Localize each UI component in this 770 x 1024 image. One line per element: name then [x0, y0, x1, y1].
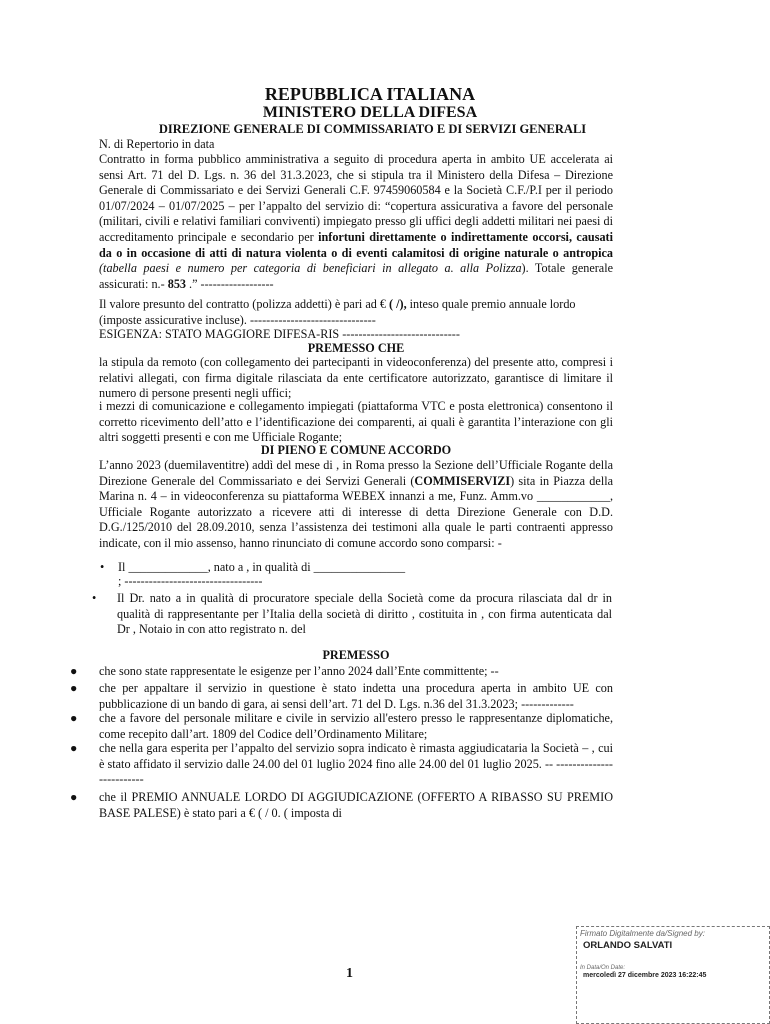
contract-value-paragraph	[99, 297, 613, 328]
valore-post: inteso quale premio annuale lordo (imposte assicurative incluse). -------------------------------	[99, 297, 576, 327]
premesso-item-1-text: che sono state rappresentate le esigenze per l’anno 2024 dall’Ente committente; --	[99, 664, 499, 678]
esigenza-line: ESIGENZA: STATO MAGGIORE DIFESA-RIS -----------------------------	[99, 327, 460, 341]
repertorio-line: N. di Repertorio in data	[99, 137, 215, 151]
valore-amount: ( /),	[389, 297, 407, 311]
bullet-dot-icon: •	[92, 591, 97, 605]
bullet-dot-icon: ●	[70, 711, 78, 725]
di-pieno-text-post: ) sita in Piazza della Marina n. 4 – in videoconferenza su piattaforma WEBEX innanzi a me, Funz. Amm.vo ____________, Ufficiale Rogante autorizzato a ricevere atti di interesse di detta Direzione Generale con D.D. D.G./125/2010 del 28.09.2010, senza l’assistenza dei testimoni alla quale le parti contraenti appresso indicate, con il mio assenso, hanno rinunciato di comune accordo sono comparsi: -	[99, 473, 613, 550]
header-republic: REPUBBLICA ITALIANA	[264, 84, 476, 104]
signature-date: mercoledì 27 dicembre 2023 16:22:45	[583, 972, 707, 979]
contract-paragraph	[99, 152, 613, 292]
signature-date-label: In Data/On Date:	[580, 965, 626, 971]
premesso-che-p2: i mezzi di comunicazione e collegamento impiegati (piattaforma VTC e posta elettronica) consentono il corretto ricevimento dell’atto e l’identificazione dei comparenti, ai quali è garantita l’interazione con gli altri soggetti presenti e con me Ufficiale Rogante;	[99, 399, 613, 445]
bullet-dot-icon: ●	[70, 681, 78, 695]
comparent-1-line2: ; ----------------------------------	[118, 574, 263, 588]
header-directorate: DIREZIONE GENERALE DI COMMISSARIATO E DI SERVIZI GENERALI	[158, 122, 587, 136]
digital-signature-stamp	[576, 926, 770, 1024]
contract-risk-description: infortuni direttamente o indirettamente occorsi, causati da o in occasione di atti di natura violenta o di eventi calamitosi di origine naturale o antropica	[99, 229, 613, 260]
comparent-2-text: Il Dr. nato a in qualità di procuratore speciale della Società come da procura rilasciata dal dr in qualità di rappresentante per l’Italia della società di diritto , costituita in , con firma autenticata dal Dr , Notaio in con atto registrato n. del	[117, 591, 612, 637]
contract-tail: .” ------------------	[186, 276, 274, 291]
valore-text: Il valore presunto del contratto (polizza addetti) è pari ad €	[99, 297, 390, 311]
header-ministry: MINISTERO DELLA DIFESA	[262, 104, 478, 121]
premesso-che-title: PREMESSO CHE	[307, 341, 405, 355]
contract-attachment-note: (tabella paesi e numero per categoria di beneficiari in allegato a. alla Polizza	[99, 261, 522, 276]
premesso-title: PREMESSO	[322, 648, 390, 662]
premesso-che-p1: la stipula da remoto (con collegamento dei partecipanti in videoconferenza) del presente atto, compresi i relativi allegati, con firma digitale rilasciata da ente certificatore autorizzato, garantisce di limitare il numero di persone presenti negli uffici;	[99, 355, 613, 401]
commiservizi-label: COMMISERVIZI	[414, 473, 511, 488]
di-pieno-title: DI PIENO E COMUNE ACCORDO	[260, 443, 452, 457]
bullet-dot-icon: •	[100, 560, 105, 574]
premesso-item-3-text: che a favore del personale militare e civile in servizio all'estero presso le rappresentanze diplomatiche, come recepito dall’art. 1809 del Codice dell’Ordinamento Militare;	[99, 711, 613, 741]
premesso-item-4-text: che nella gara esperita per l’appalto del servizio sopra indicato è rimasta aggiudicataria la Società – , cui è stato affidato il servizio dalle 24.00 del 01 luglio 2024 fino alle 24.00 del 01 luglio 2025. -- -------------------------	[99, 741, 613, 787]
contract-text: Contratto in forma pubblico amministrativa a seguito di procedura aperta in ambito UE accelerata ai sensi Art. 71 del D. Lgs. n. 36 del 31.3.2023, che si stipula tra il Ministero della Difesa – Direzione Generale di Commissariato e dei Servizi Generali C.F. 97459060584 e la Società C.F./P.I per il periodo 01/07/2024 – 01/07/2025 – per l’appalto del servizio di: “copertura assicurativa a favore del personale (militari, civili e relativi familiari conviventi) impiegato presso gli uffici degli addetti militari nei paesi di accreditamento principale e secondario per	[99, 152, 613, 244]
contract-total-text: ). Totale generale assicurati: n.-	[99, 261, 613, 291]
insured-count: 853	[167, 276, 186, 291]
bullet-dot-icon: ●	[70, 664, 78, 678]
signature-label: Firmato Digitalmente da/Signed by:	[580, 929, 705, 938]
bullet-dot-icon: ●	[70, 790, 78, 804]
di-pieno-paragraph	[99, 458, 613, 552]
premesso-item-2-text: che per appaltare il servizio in questione è stato indetta una procedura aperta in ambito UE con pubblicazione di un bando di gara, ai sensi dell’art. 71 del D. Lgs. n.36 del 31.3.2023; -------------	[99, 681, 613, 711]
page-number: 1	[346, 966, 353, 981]
comparent-1-line1: Il _____________, nato a , in qualità di _______________	[118, 560, 406, 574]
di-pieno-text: L’anno 2023 (duemilaventitre) addì del mese di , in Roma presso la Sezione dell’Ufficiale Rogante della Direzione Generale del Commissariato e dei Servizi Generali (	[99, 458, 613, 488]
bullet-dot-icon: ●	[70, 741, 78, 755]
signer-name: ORLANDO SALVATI	[583, 940, 673, 951]
premesso-item-5-text: che il PREMIO ANNUALE LORDO DI AGGIUDICAZIONE (OFFERTO A RIBASSO SU PREMIO BASE PALESE) è stato pari a € ( / 0. ( imposta di	[99, 790, 613, 820]
